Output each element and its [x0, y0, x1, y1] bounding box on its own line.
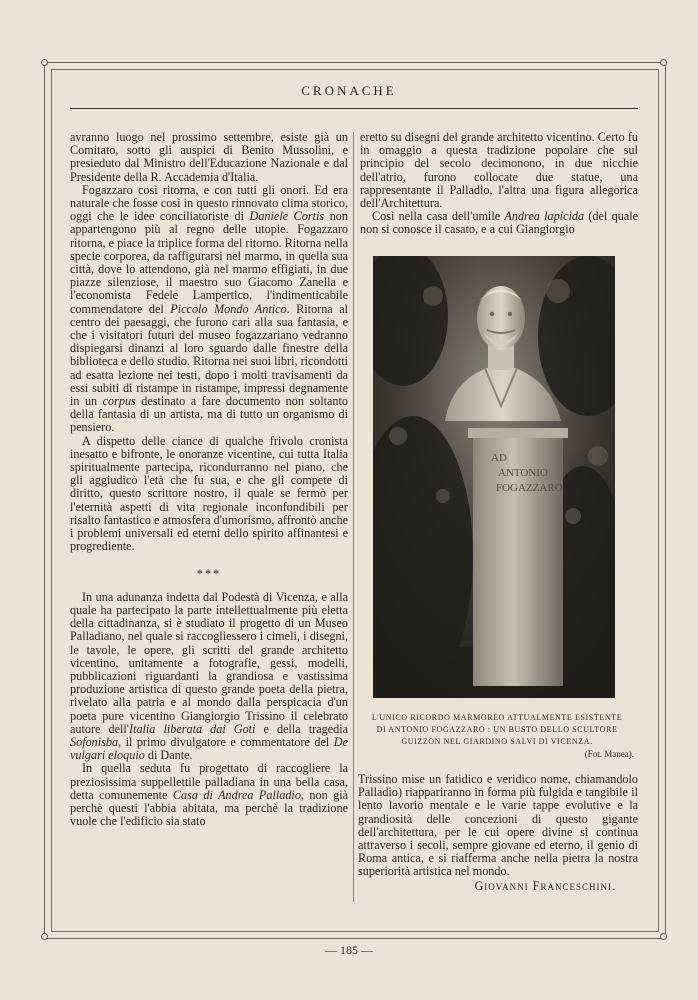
author-signature: Giovanni Franceschini. — [474, 878, 616, 893]
paragraph: In una adunanza indetta dal Podestà di Vicenza, e alla quale ha partecipato la parte intellettualmente più eletta della cittadinanza, si è studiato il progetto di un Museo Palladiano, nel quale si raccogliessero i cimeli, i disegni, le tavole, le opere, gli scritti del grande architetto vicentino, unitamente a fotografie, gessi, modelli, pubblicazioni riguardanti la grandiosa e vastissima produzione artistica di questo grande poeta della pietra, rivelato alla patria e al mondo dalla perspicacia d'un poeta pure vicentino Giangiorgio Trissino il celebrato autore dell'Italia liberata dai Goti e della tragedia Sofonisba, il primo divulgatore e commentatore del De vulgari eloquio di Dante. — [70, 589, 348, 763]
inscription-line: ANTONIO — [498, 467, 548, 479]
corner-ornament — [660, 933, 667, 940]
paragraph: Fogazzaro così ritorna, e con tutti gli onori. Ed era naturale che fosse così in questo rinnovato clima storico, oggi che le idee conciliatoriste di Daniele Cortis non appartengono più al regno delle utopie. Fogazzaro ritorna, e piace la triplice forma del ritorno. Ritorna nella specie corporea, da raffigurarsi nel marmo, in quella sua città, dove lo attendono, già nel marmo effigiati, in due piazze silenziose, il maestro suo Giacomo Zanella e l'economista Fedele Lampertico, l'indimenticabile commendatore del Piccolo Mondo Antico. Ritorna al centro dei paesaggi, che furono cari alla sua fantasia, e che i visitatori futuri del museo fogazzariano vedranno dispiegarsi dinanzi al loro sguardo dalle finestre della biblioteca e dello studio. Ritorna nei suoi libri, ricondotti ad esatta lezione nei testi, dopo i molti travisamenti da essi subiti di ristampe in ristampe, impressi degnamente in un corpus destinato a fare documento non soltanto della fantasia di un artista, ma di tutto un organismo di pensiero. — [70, 182, 349, 435]
left-column — [70, 131, 348, 828]
photo-credit: (Fot. Manea). — [584, 749, 634, 759]
paragraph: Trissino mise un fatidico e veridico nome, chiamandolo Palladio) riappariranno in forma più fulgida e tangibile il lento lavorio mentale e le varie tappe evolutive e la grandiosità delle concezioni di questo gigante dell'architettura, per le cui opere divine si continua attraverso i secoli, sempre giovane ed eterno, il genio di Roma antica, e si riafferma anche nella pietra la nostra superiorità artistica nel mondo. — [358, 772, 638, 879]
paragraph: A dispetto delle ciance di qualche frivolo cronista inesatto e bifronte, le onoranze vicentine, cui tutta Italia spiritualmente partecipa, ricondurranno nel piano, che gli aggiudicò l'età che fu sua, e che gli compete di diritto, questo scrittore nostro, il quale se fermò per l'eternità aspetti di vita regionale inconfondibili per risalto fantastico e atmosfera d'umorismo, affrontò anche i problemi universali ed eterni dello spirito affinantesi e progrediente. — [70, 433, 348, 554]
corner-ornament — [41, 59, 48, 66]
paragraph: eretto su disegni del grande architetto vicentino. Certo fu in omaggio a questa tradizione popolare che sul principio del secolo decimonono, in due nicchie dell'atrio, furono collocate due statue, una rappresentante il Palladio, l'altra una figura allegorica dell'Architettura. — [360, 130, 638, 211]
inscription-line: FOGAZZARO — [496, 482, 563, 494]
section-title: CRONACHE — [301, 83, 397, 98]
section-separator: *** — [196, 566, 222, 581]
corner-ornament — [660, 59, 667, 66]
column-divider — [353, 132, 354, 902]
inscription-line: AD — [491, 452, 507, 464]
bust-photo-illustration — [373, 256, 615, 698]
paragraph: Così nella casa dell'umile Andrea lapicida (del quale non si conosce il casato, e a cui Giangiorgio — [360, 209, 639, 237]
caption-line: GUIZZON NEL GIARDINO SALVI DI VICENZA. — [401, 737, 593, 746]
right-column-bottom — [358, 773, 638, 893]
page-number: — 185 — — [325, 943, 373, 957]
caption-line: L'UNICO RICORDO MARMOREO ATTUALMENTE ESISTENTE — [371, 713, 623, 722]
bust-photograph — [373, 256, 615, 698]
paragraph: In quella seduta fu progettato di raccogliere la preziosissima suppellettile palladiana in una bella casa, detta comunemente Casa di Andrea Palladio, non già perchè questi l'abbia abitata, ma perchè la tradizione vuole che l'edificio sia stato — [70, 761, 348, 829]
caption-line: DI ANTONIO FOGAZZARO : UN BUSTO DELLO SCULTORE — [376, 725, 618, 734]
paragraph: avranno luogo nel prossimo settembre, esiste già un Comitato, sotto gli auspici di Benito Mussolini, e presieduto dal Ministro dell'Educazione Nazionale e dal Presidente della R. Accademia d'Italia. — [70, 130, 348, 184]
corner-ornament — [41, 933, 48, 940]
photo-caption — [360, 712, 634, 760]
header-rule — [70, 108, 638, 109]
right-column-top — [360, 131, 638, 237]
